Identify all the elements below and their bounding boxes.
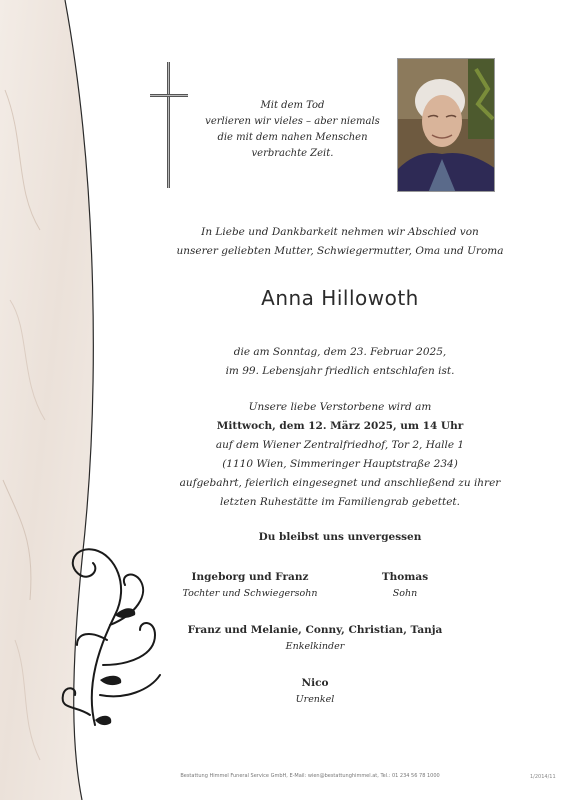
death-line: im 99. Lebensjahr friedlich entschlafen ist.	[225, 365, 455, 377]
deceased-name: Anna Hillowoth	[261, 286, 419, 310]
funeral-details	[140, 398, 540, 512]
family-role: Urenkel	[295, 694, 335, 705]
document-code: 1/2014/11	[530, 774, 556, 780]
family-group	[270, 674, 360, 708]
portrait-photo	[397, 58, 495, 192]
family-role: Sohn	[392, 588, 418, 599]
death-notice	[140, 343, 540, 381]
cross-icon	[148, 60, 190, 190]
family-role: Tochter und Schwiegersohn	[182, 588, 318, 599]
family-names: Franz und Melanie, Conny, Christian, Tanja	[187, 624, 443, 636]
quote-line: Mit dem Tod	[260, 100, 325, 111]
intro-line: unserer geliebten Mutter, Schwiegermutter, Oma und Uroma	[176, 245, 504, 257]
remembrance-line: Du bleibst uns unvergessen	[258, 531, 422, 543]
floral-ornament	[55, 515, 165, 730]
family-names: Ingeborg und Franz	[191, 571, 309, 583]
funeral-line: letzten Ruhestätte im Familiengrab gebettet.	[220, 496, 460, 508]
intro-line: In Liebe und Dankbarkeit nehmen wir Abschied von	[201, 226, 479, 238]
family-group	[180, 568, 320, 602]
quote-line: die mit dem nahen Menschen	[217, 132, 368, 143]
funeral-line: auf dem Wiener Zentralfriedhof, Tor 2, Halle 1	[215, 439, 465, 451]
family-group	[370, 568, 440, 602]
quote-line: verlieren wir vieles – aber niemals	[205, 116, 380, 127]
family-group	[180, 621, 450, 655]
funeral-line: (1110 Wien, Simmeringer Hauptstraße 234)	[222, 458, 458, 470]
footer-contact: Bestattung Himmel Funeral Service GmbH, E-Mail: wien@bestattunghimmel.at, Tel.: 01 234 56 78 1000	[180, 773, 440, 779]
quote-line: verbrachte Zeit.	[251, 148, 334, 159]
funeral-line: Unsere liebe Verstorbene wird am	[248, 401, 432, 413]
funeral-date: Mittwoch, dem 12. März 2025, um 14 Uhr	[216, 420, 464, 432]
death-line: die am Sonntag, dem 23. Februar 2025,	[233, 346, 447, 358]
family-names: Nico	[301, 677, 329, 689]
family-role: Enkelkinder	[285, 641, 345, 652]
family-names: Thomas	[381, 571, 429, 583]
memorial-quote	[205, 98, 380, 162]
intro-text	[140, 223, 540, 261]
funeral-line: aufgebahrt, feierlich eingesegnet und anschließend zu ihrer	[179, 477, 501, 489]
